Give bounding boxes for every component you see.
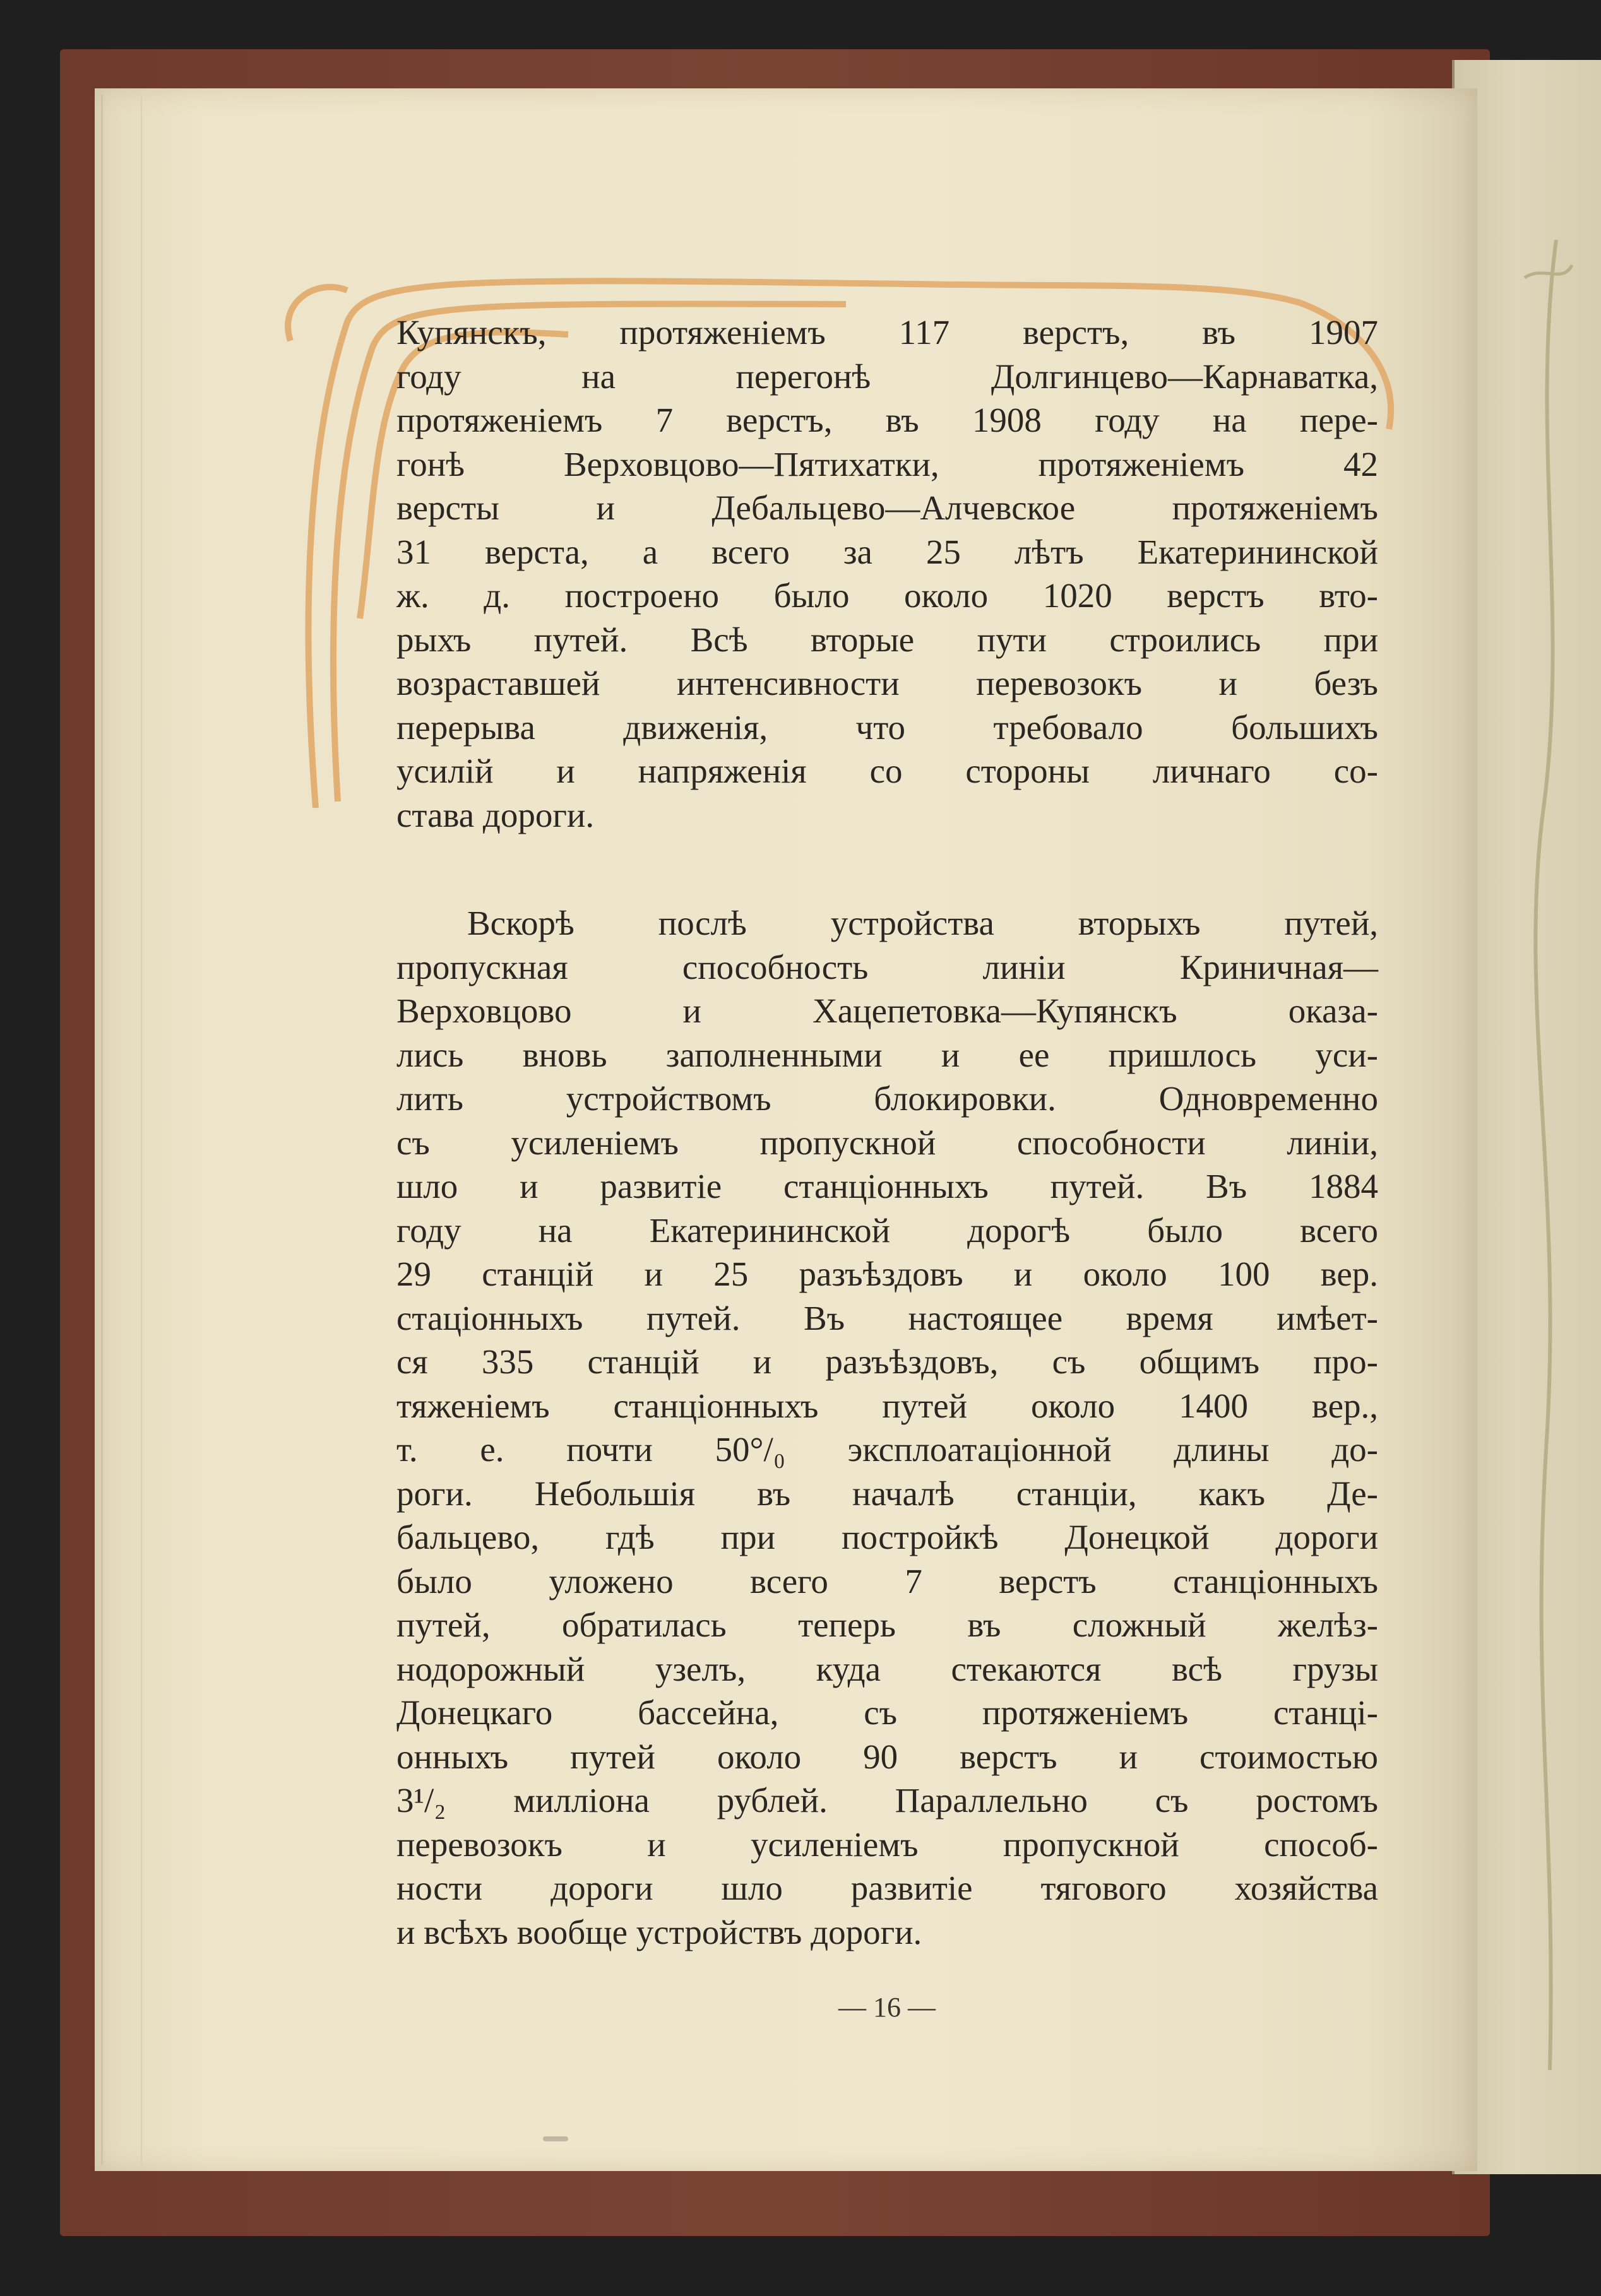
ink-smudge [543,2136,568,2141]
page-number: — 16 — [838,1992,936,2023]
text-line: нодорожный узелъ, куда стекаются всѣ грузы [396,1649,1378,1688]
text-line: лись вновь заполненными и ее пришлось уси- [396,1035,1378,1074]
text-line: пропускная способность линіи Криничная— [396,947,1378,986]
text-line: става дороги. [396,795,595,834]
text-line: Купянскъ, протяженіемъ 117 верстъ, въ 1907 [396,313,1378,352]
facing-page-vine-ornament [1518,240,1575,2070]
text-line: роги. Небольшія въ началѣ станціи, какъ Де- [396,1474,1378,1513]
text-line: протяженіемъ 7 верстъ, въ 1908 году на пере- [396,401,1378,439]
text-line: стаціонныхъ путей. Въ настоящее время имѣет- [396,1298,1378,1337]
text-line: ности дороги шло развитіе тягового хозяйства [396,1869,1378,1907]
page-stack-edge [101,95,142,2165]
text-line: перевозокъ и усиленіемъ пропускной способ- [396,1825,1378,1864]
text-line: съ усиленіемъ пропускной способности линіи, [396,1123,1378,1162]
text-line: гонѣ Верховцово—Пятихатки, протяженіемъ 42 [396,444,1378,483]
text-line: Донецкаго бассейна, съ протяженіемъ станці- [396,1693,1378,1732]
text-line: 31 верста, а всего за 25 лѣтъ Екатерининской [396,532,1378,571]
text-line: 3¹/₂ милліона рублей. Параллельно съ ростомъ [396,1781,1378,1820]
text-line: ся 335 станцій и разъѣздовъ, съ общимъ про- [396,1342,1378,1381]
text-line: было уложено всего 7 верстъ станціонныхъ [396,1561,1378,1601]
body-text [396,311,1378,1954]
text-line: и всѣхъ вообще устройствъ дороги. [396,1912,922,1951]
text-line: Вскорѣ послѣ устройства вторыхъ путей, [467,904,1378,942]
paragraph-1 [396,311,1378,837]
text-line: перерыва движенія, что требовало большихъ [396,707,1378,747]
text-line: году на Екатерининской дорогѣ было всего [396,1210,1378,1250]
text-line: онныхъ путей около 90 верстъ и стоимостью [396,1737,1378,1776]
paragraph-2 [396,901,1378,1954]
text-line: шло и развитіе станціонныхъ путей. Въ 1884 [396,1167,1378,1205]
text-line: году на перегонѣ Долгинцево—Карнаватка, [396,357,1378,396]
text-line: возраставшей интенсивности перевозокъ и безъ [396,664,1378,702]
text-line: рыхъ путей. Всѣ вторые пути строились при [396,620,1378,659]
text-line: версты и Дебальцево—Алчевское протяженіемъ [396,488,1378,527]
text-line: усилій и напряженія со стороны личнаго со- [396,752,1378,790]
text-line: ж. д. построено было около 1020 верстъ вто- [396,576,1378,615]
text-line: бальцево, гдѣ при постройкѣ Донецкой дороги [396,1518,1378,1556]
text-line: т. е. почти 50°/₀ эксплоатаціонной длины до- [396,1430,1378,1469]
text-line: Верховцово и Хацепетовка—Купянскъ оказа- [396,991,1378,1030]
text-line: путей, обратилась теперь въ сложный желѣз- [396,1606,1378,1644]
text-line: тяженіемъ станціонныхъ путей около 1400 вер., [396,1386,1378,1425]
text-line: 29 станцій и 25 разъѣздовъ и около 100 вер. [396,1255,1378,1293]
text-line: лить устройствомъ блокировки. Одновременно [396,1079,1378,1118]
